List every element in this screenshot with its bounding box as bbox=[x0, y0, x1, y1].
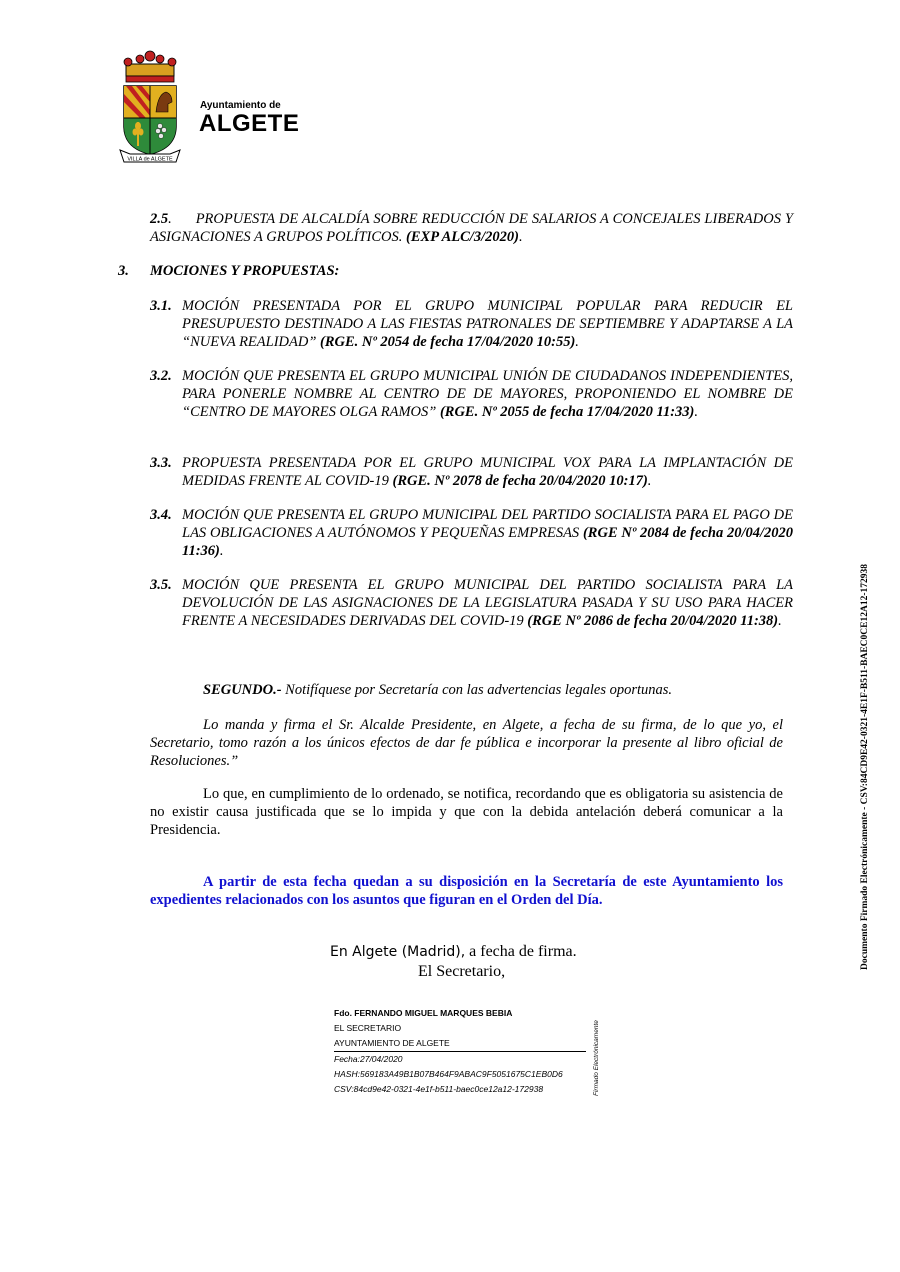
agenda-item-text: MOCIÓN QUE PRESENTA EL GRUPO MUNICIPAL DEL PARTIDO SOCIALISTA PARA EL PAGO DE LAS OBLIGACIONES A AUTÓNOMOS Y PEQUEÑAS EMPRESAS bbox=[182, 507, 793, 541]
signer-org: AYUNTAMIENTO DE ALGETE bbox=[334, 1036, 586, 1052]
svg-text:VILLA de ALGETE: VILLA de ALGETE bbox=[127, 156, 173, 163]
closing-place: En Algete (Madrid), bbox=[330, 944, 466, 960]
segundo-label: SEGUNDO.- bbox=[203, 682, 282, 698]
agenda-item-text: MOCIÓN PRESENTADA POR EL GRUPO MUNICIPAL POPULAR PARA REDUCIR EL PRESUPUESTO DESTINADO A LAS FIESTAS PATRONALES DE SEPTIEMBRE Y ADAPTARSE A LA “NUEVA REALIDAD” bbox=[182, 298, 793, 350]
notifica-paragraph: Lo que, en cumplimiento de lo ordenado, se notifica, recordando que es obligatoria su asistencia de no existir causa justificada que se lo impida y que con la debida antelación deberá comunicar a la Presidencia. bbox=[150, 786, 783, 838]
signer-role: EL SECRETARIO bbox=[334, 1023, 402, 1033]
closing-place-date bbox=[330, 943, 577, 961]
agenda-item-ref: (RGE. Nº 2054 de fecha 17/04/2020 10:55) bbox=[320, 334, 576, 350]
agenda-item-ref: (RGE. Nº 2078 de fecha 20/04/2020 10:17) bbox=[392, 473, 648, 489]
closing-role: El Secretario, bbox=[418, 963, 506, 980]
agenda-item-number: 2.5 bbox=[150, 211, 169, 227]
agenda-item-text: MOCIÓN QUE PRESENTA EL GRUPO MUNICIPAL DEL PARTIDO SOCIALISTA PARA LA DEVOLUCIÓN DE LAS ASIGNACIONES DE LA LEGISLATURA PASADA Y SU USO PARA HACER FRENTE A NECESIDADES DERIVADAS DEL COVID-19 bbox=[182, 577, 793, 629]
agenda-item-text: PROPUESTA DE ALCALDÍA SOBRE REDUCCIÓN DE SALARIOS A CONCEJALES LIBERADOS Y ASIGNACIONES A GRUPOS POLÍTICOS. bbox=[150, 211, 793, 245]
coat-of-arms-logo bbox=[116, 50, 184, 166]
org-name-big: ALGETE bbox=[199, 110, 300, 137]
segundo-text: Notifíquese por Secretaría con las advertencias legales oportunas. bbox=[285, 682, 673, 698]
signature-block bbox=[334, 1006, 586, 1097]
section-title: MOCIONES Y PROPUESTAS: bbox=[150, 263, 340, 279]
signature-date: Fecha:27/04/2020 bbox=[334, 1054, 403, 1064]
agenda-item-3-1: 3.1. MOCIÓN PRESENTADA POR EL GRUPO MUNICIPAL POPULAR PARA REDUCIR EL PRESUPUESTO DESTINADO A LAS FIESTAS PATRONALES DE SEPTIEMBRE Y ADAPTARSE A LA “NUEVA REALIDAD” (RGE. Nº 2054 de fecha 17/04/2020 10:55). bbox=[150, 298, 793, 350]
agenda-item-number: 3.4 bbox=[150, 507, 169, 523]
agenda-item-3-5: 3.5. MOCIÓN QUE PRESENTA EL GRUPO MUNICIPAL DEL PARTIDO SOCIALISTA PARA LA DEVOLUCIÓN DE LAS ASIGNACIONES DE LA LEGISLATURA PASADA Y SU USO PARA HACER FRENTE A NECESIDADES DERIVADAS DEL COVID-19 (RGE Nº 2086 de fecha 20/04/2020 11:38). bbox=[150, 577, 793, 629]
agenda-item-3-3: 3.3. PROPUESTA PRESENTADA POR EL GRUPO MUNICIPAL VOX PARA LA IMPLANTACIÓN DE MEDIDAS FRENTE AL COVID-19 (RGE. Nº 2078 de fecha 20/04/2020 10:17). bbox=[150, 455, 793, 489]
agenda-item-ref: (RGE Nº 2084 de fecha 20/04/2020 11:36) bbox=[182, 525, 794, 559]
agenda-item-3-4: 3.4. MOCIÓN QUE PRESENTA EL GRUPO MUNICIPAL DEL PARTIDO SOCIALISTA PARA EL PAGO DE LAS OBLIGACIONES A AUTÓNOMOS Y PEQUEÑAS EMPRESAS (RGE Nº 2084 de fecha 20/04/2020 11:36). bbox=[150, 507, 794, 559]
agenda-item-text: PROPUESTA PRESENTADA POR EL GRUPO MUNICIPAL VOX PARA LA IMPLANTACIÓN DE MEDIDAS FRENTE AL COVID-19 bbox=[182, 455, 793, 489]
agenda-item-number: 3.2 bbox=[150, 368, 169, 384]
agenda-item-number: 3.1 bbox=[150, 298, 169, 314]
signature-hash: HASH:569183A49B1B07B464F9ABAC9F5051675C1EB0D6 bbox=[334, 1069, 563, 1079]
agenda-item-ref: (EXP ALC/3/2020) bbox=[406, 229, 519, 245]
agenda-item-ref: (RGE Nº 2086 de fecha 20/04/2020 11:38) bbox=[527, 613, 779, 629]
agenda-item-2-5: 2.5. PROPUESTA DE ALCALDÍA SOBRE REDUCCIÓN DE SALARIOS A CONCEJALES LIBERADOS Y ASIGNACIONES A GRUPOS POLÍTICOS. (EXP ALC/3/2020). bbox=[150, 211, 793, 245]
agenda-item-3-2: 3.2. MOCIÓN QUE PRESENTA EL GRUPO MUNICIPAL UNIÓN DE CIUDADANOS INDEPENDIENTES, PARA PONERLE NOMBRE AL CENTRO DE DE MAYORES, PROPONIENDO EL NOMBRE DE “CENTRO DE MAYORES OLGA RAMOS” (RGE. Nº 2055 de fecha 17/04/2020 11:33). bbox=[150, 368, 793, 420]
agenda-item-number: 3.3 bbox=[150, 455, 169, 471]
section-3-heading bbox=[118, 263, 340, 280]
signature-side-note: Firmado Electrónicamente bbox=[593, 1020, 600, 1096]
disposicion-paragraph: A partir de esta fecha quedan a su disposición en la Secretaría de este Ayuntamiento los expedientes relacionados con los asuntos que figuran en el Orden del Día. bbox=[150, 874, 783, 908]
agenda-item-ref: (RGE. Nº 2055 de fecha 17/04/2020 11:33) bbox=[439, 404, 695, 420]
section-number: 3. bbox=[118, 263, 129, 279]
signature-csv: CSV:84cd9e42-0321-4e1f-b511-baec0ce12a12-172938 bbox=[334, 1084, 544, 1094]
agenda-item-number: 3.5 bbox=[150, 577, 169, 593]
margin-csv-note: Documento Firmado Electrónicamente - CSV:84CD9E42-0321-4E1F-B511-BAEC0CE12A12-172938 bbox=[860, 563, 870, 970]
closing-date-note: a fecha de firma. bbox=[469, 943, 577, 960]
signer-name: Fdo. FERNANDO MIGUEL MARQUES BEBIA bbox=[334, 1008, 513, 1018]
org-name-small: Ayuntamiento de bbox=[200, 100, 281, 111]
manda-paragraph: Lo manda y firma el Sr. Alcalde Presidente, en Algete, a fecha de su firma, de lo que yo, el Secretario, tomo razón a los únicos efectos de dar fe pública e incorporar la presente al libro oficial de Resoluciones.” bbox=[150, 717, 783, 769]
agenda-item-text: MOCIÓN QUE PRESENTA EL GRUPO MUNICIPAL UNIÓN DE CIUDADANOS INDEPENDIENTES, PARA PONERLE NOMBRE AL CENTRO DE DE MAYORES, PROPONIENDO EL NOMBRE DE “CENTRO DE MAYORES OLGA RAMOS” bbox=[182, 368, 793, 420]
segundo-paragraph bbox=[150, 681, 783, 699]
